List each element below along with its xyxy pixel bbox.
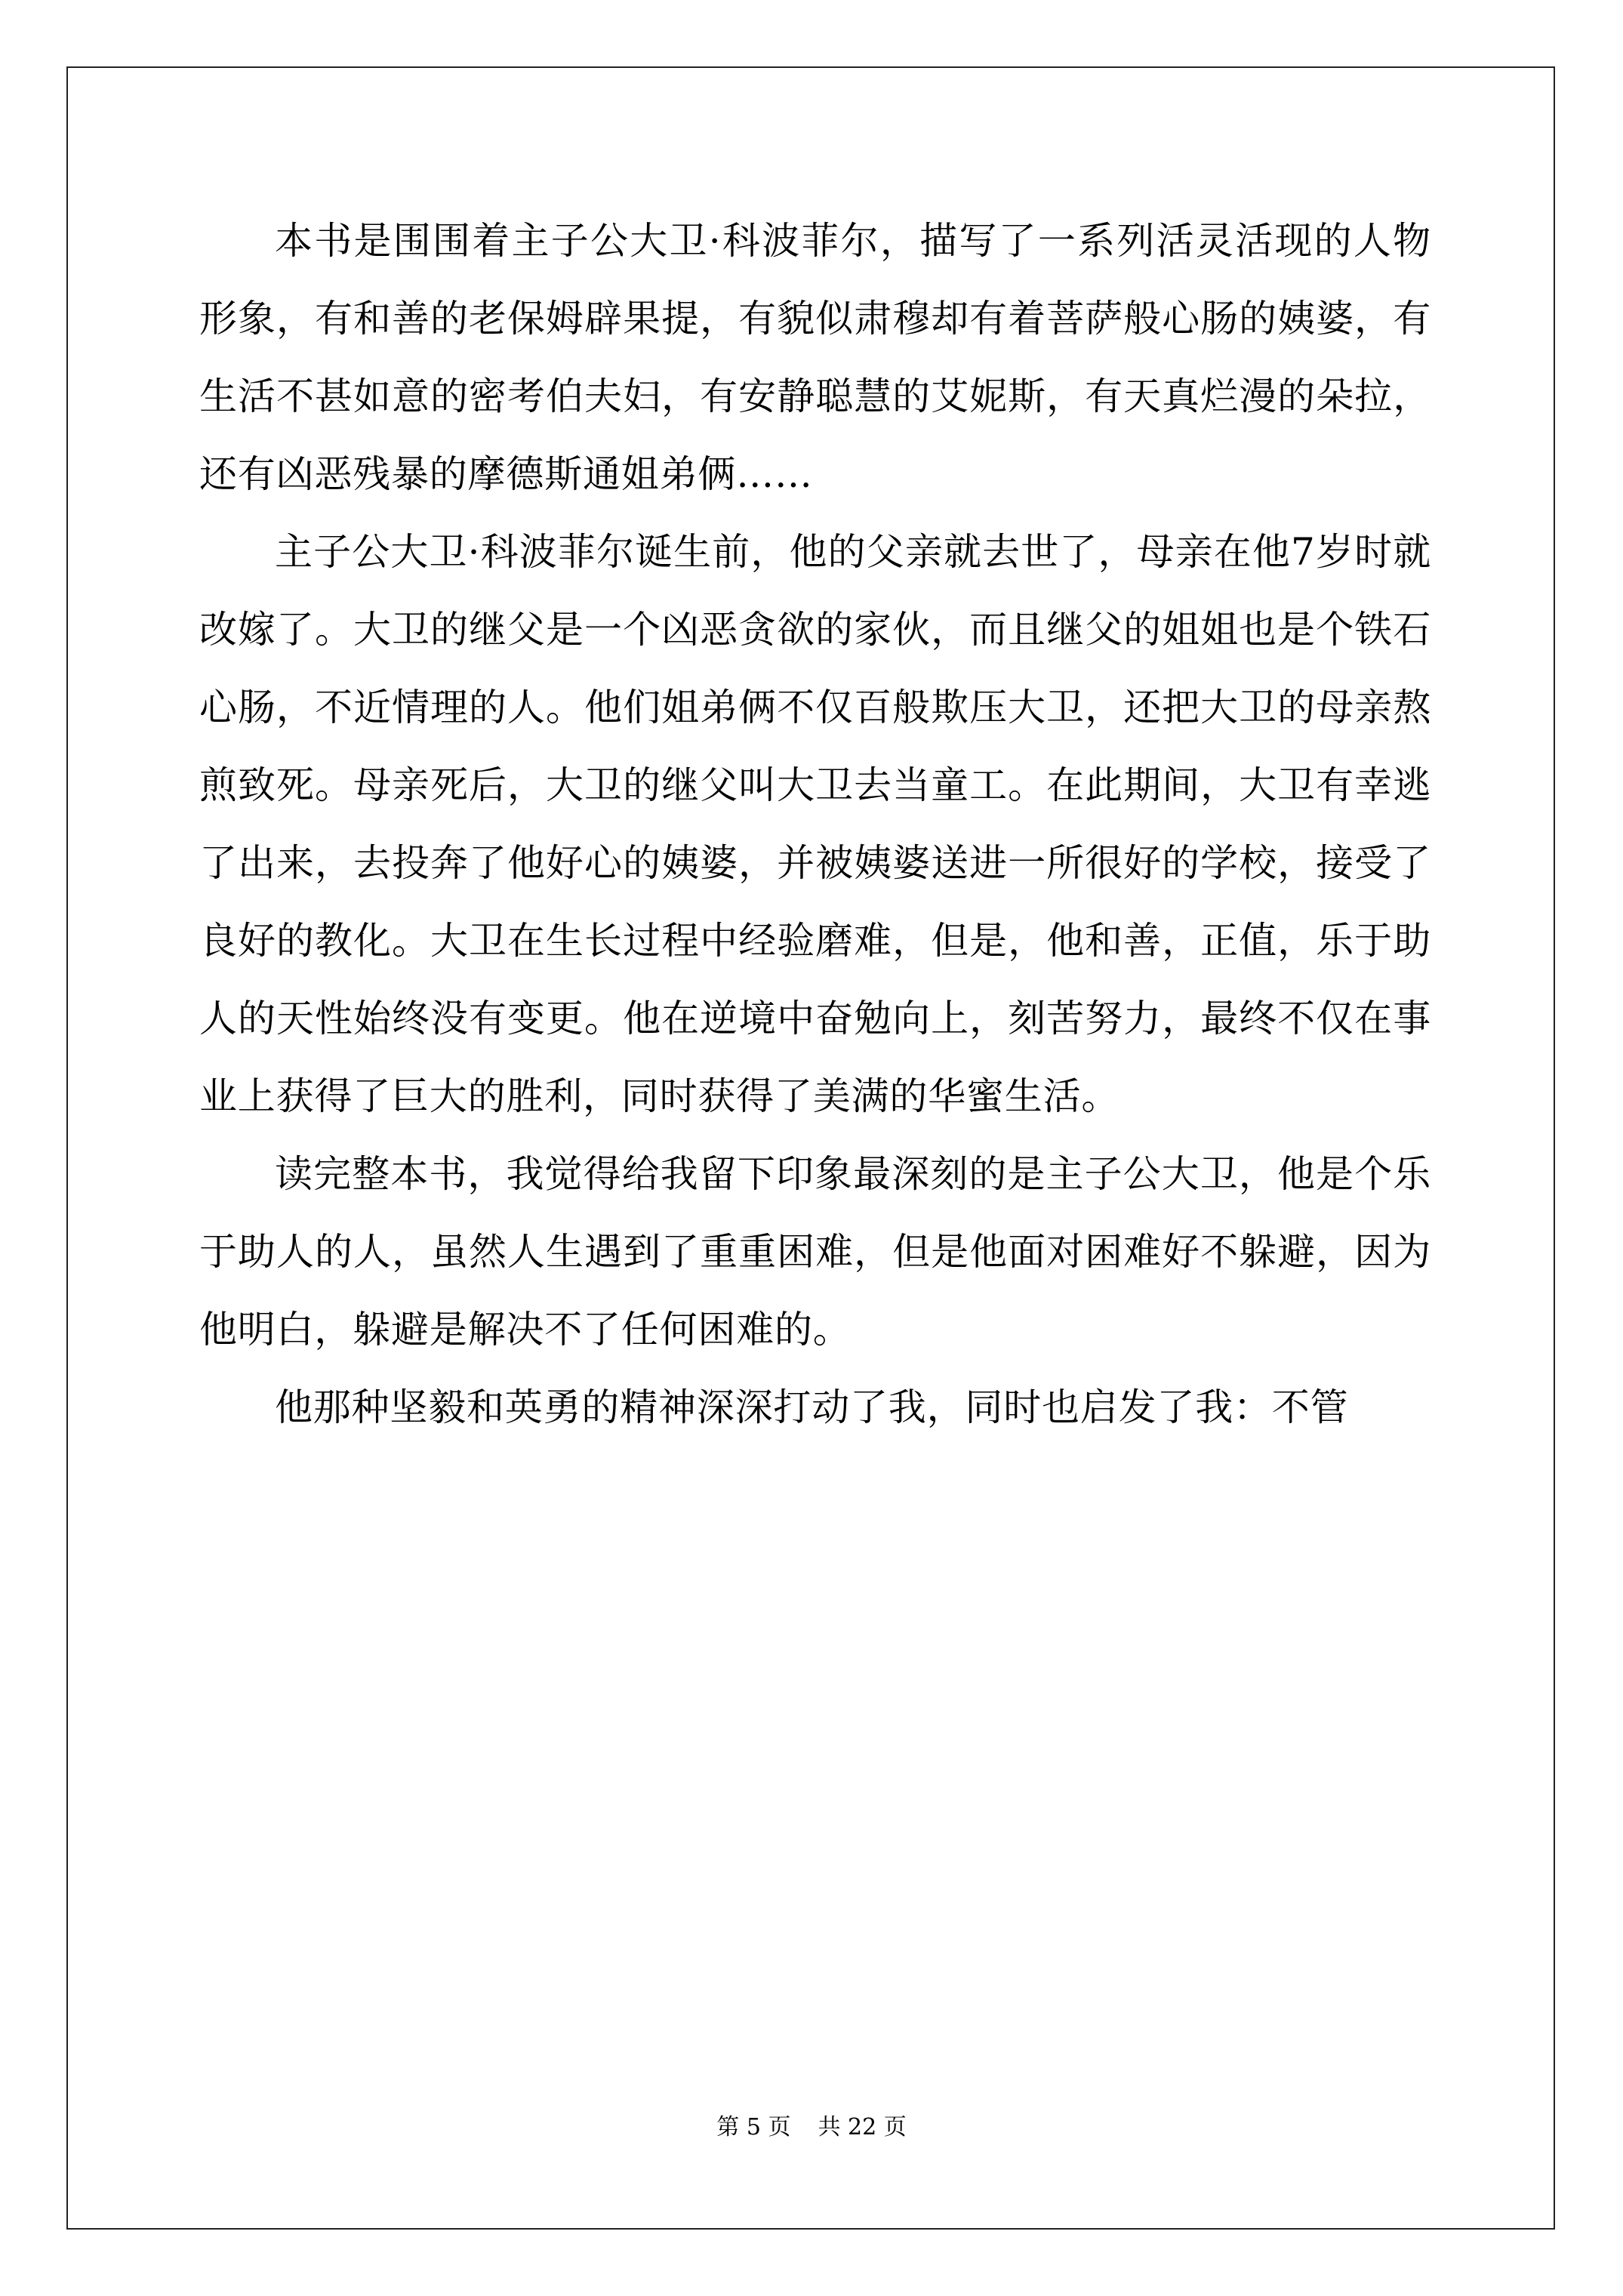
- page-total: 共 22 页: [818, 2114, 907, 2140]
- page-number: 第 5 页: [716, 2114, 791, 2140]
- paragraph-4: 他那种坚毅和英勇的精神深深打动了我，同时也启发了我：不管: [275, 1385, 1349, 1429]
- page-footer: [0, 2113, 1623, 2143]
- document-body: [199, 202, 1431, 1447]
- paragraph-3: 读完整本书，我觉得给我留下印象最深刻的是主子公大卫，他是个乐于助人的人，虽然人生遇到了重重困难，但是他面对困难好不躲避，因为他明白，躲避是解决不了任何困难的。: [199, 1152, 1431, 1351]
- paragraph-2: 主子公大卫·科波菲尔诞生前，他的父亲就去世了，母亲在他7岁时就改嫁了。大卫的继父是一个凶恶贪欲的家伙，而且继父的姐姐也是个铁石心肠，不近情理的人。他们姐弟俩不仅百般欺压大卫，还把大卫的母亲熬煎致死。母亲死后，大卫的继父叫大卫去当童工。在此期间，大卫有幸逃了出来，去投奔了他好心的姨婆，并被姨婆送进一所很好的学校，接受了良好的教化。大卫在生长过程中经验磨难，但是，他和善，正值，乐于助人的天性始终没有变更。他在逆境中奋勉向上，刻苦努力，最终不仅在事业上获得了巨大的胜利，同时获得了美满的华蜜生活。: [199, 530, 1431, 1118]
- paragraph-1: 本书是围围着主子公大卫·科波菲尔，描写了一系列活灵活现的人物形象，有和善的老保姆辟果提，有貌似肃穆却有着菩萨般心肠的姨婆，有生活不甚如意的密考伯夫妇，有安静聪慧的艾妮斯，有天真烂漫的朵拉，还有凶恶残暴的摩德斯通姐弟俩……: [199, 219, 1431, 496]
